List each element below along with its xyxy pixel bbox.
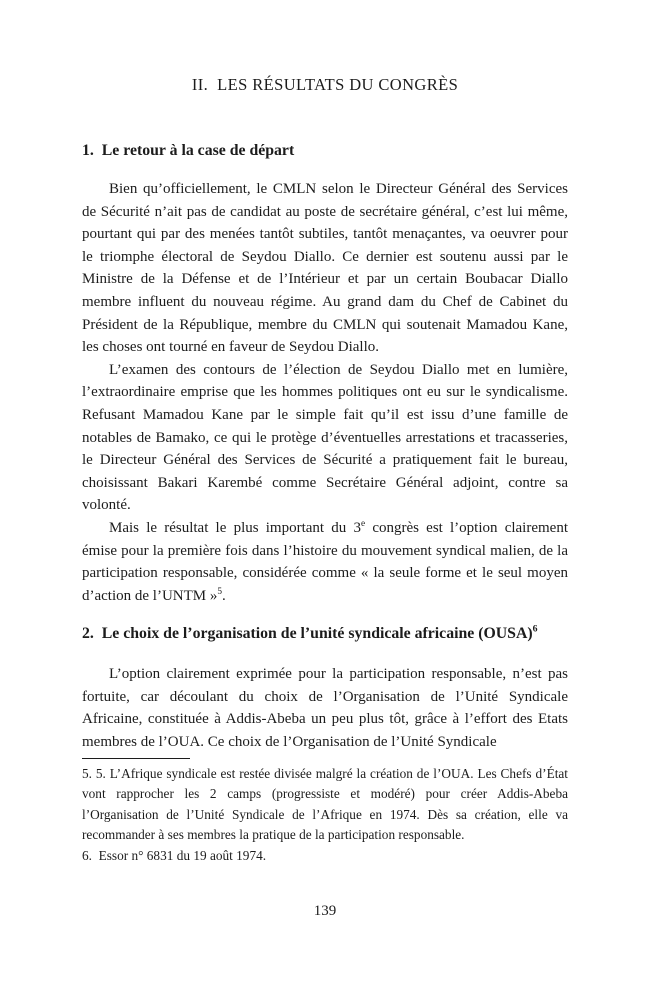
- paragraph-3-text: congrès est l’option clairement émise pour la première fois dans l’histoire du mouvement syndical malien, de la participation responsable, considérée comme « la seule forme et le seul moyen d’action de l’UNTM »: [82, 519, 568, 604]
- footnote-6: 6. Essor n° 6831 du 19 août 1974.: [82, 847, 267, 863]
- section-1-heading: 1. Le retour à la case de départ: [82, 142, 295, 159]
- superscript-ordinal: e: [360, 518, 366, 529]
- text-block: [82, 0, 568, 866]
- section-2-heading-text: 2. Le choix de l’organisation de l’unité syndicale africaine (OUSA): [82, 625, 533, 643]
- paragraph-3-text: Mais le résultat le plus important du 3: [109, 519, 361, 536]
- paragraph-2: L’examen des contours de l’élection de Seydou Diallo met en lumière, l’extraordinaire emprise que les hommes politiques ont eu sur le syndicalisme. Refusant Mamadou Kane par le simple fait qu’il est issu d’une famille de notables de Bamako, ce qui le protège d’éventuelles arrestations et tracasseries, le Directeur Général des Services de Sécurité a pratiquement fait le bureau, choisissant Bakari Karembé comme Secrétaire Général adjoint, contre sa volonté.: [82, 361, 568, 514]
- paragraph-4: L’option clairement exprimée pour la participation responsable, n’est pas fortuite, car découlant du choix de l’Organisation de l’Unité Syndicale Africaine, constituée à Addis-Abeba un peu plus tôt, grâce à l’effort des Etats membres de l’OUA. Ce choix de l’Organisation de l’Unité Syndicale: [82, 666, 568, 751]
- footnote-separator: [82, 758, 190, 759]
- paragraph-1: Bien qu’officiellement, le CMLN selon le Directeur Général des Services de Sécurité n’ait pas de candidat au poste de secrétaire général, c’est lui même, pourtant qui par des menées tantôt subtiles, tantôt menaçantes, va oeuvrer pour le triomphe électoral de Seydou Diallo. Ce dernier est soutenu aussi par le Ministre de la Défense et de l’Intérieur et par un certain Boubacar Diallo membre influent du nouveau régime. Au grand dam du Chef de Cabinet du Président de la République, membre du CMLN qui soutenait Mamadou Kane, les choses ont tourné en faveur de Seydou Diallo.: [82, 181, 568, 356]
- chapter-title: II. LES RÉSULTATS DU CONGRÈS: [191, 75, 459, 94]
- footnote-ref-6: 6: [532, 624, 538, 636]
- section-2-heading: [82, 623, 568, 645]
- page-number: 139: [313, 903, 337, 919]
- paragraph-3-text: .: [222, 587, 226, 604]
- footnote-5: 5. 5. L’Afrique syndicale est restée divisée malgré la création de l’OUA. Les Chefs d’État vont rapprocher les 2 camps (progressiste et modéré) pour créer Addis-Abeba l’Organisation de l’Unité Syndicale de l’Afrique en 1974. Dès sa création, elle va recommander à ses membres la pratique de la participation responsable.: [82, 765, 568, 843]
- paragraph-3: [82, 517, 568, 607]
- footnote-ref-5: 5: [217, 586, 223, 597]
